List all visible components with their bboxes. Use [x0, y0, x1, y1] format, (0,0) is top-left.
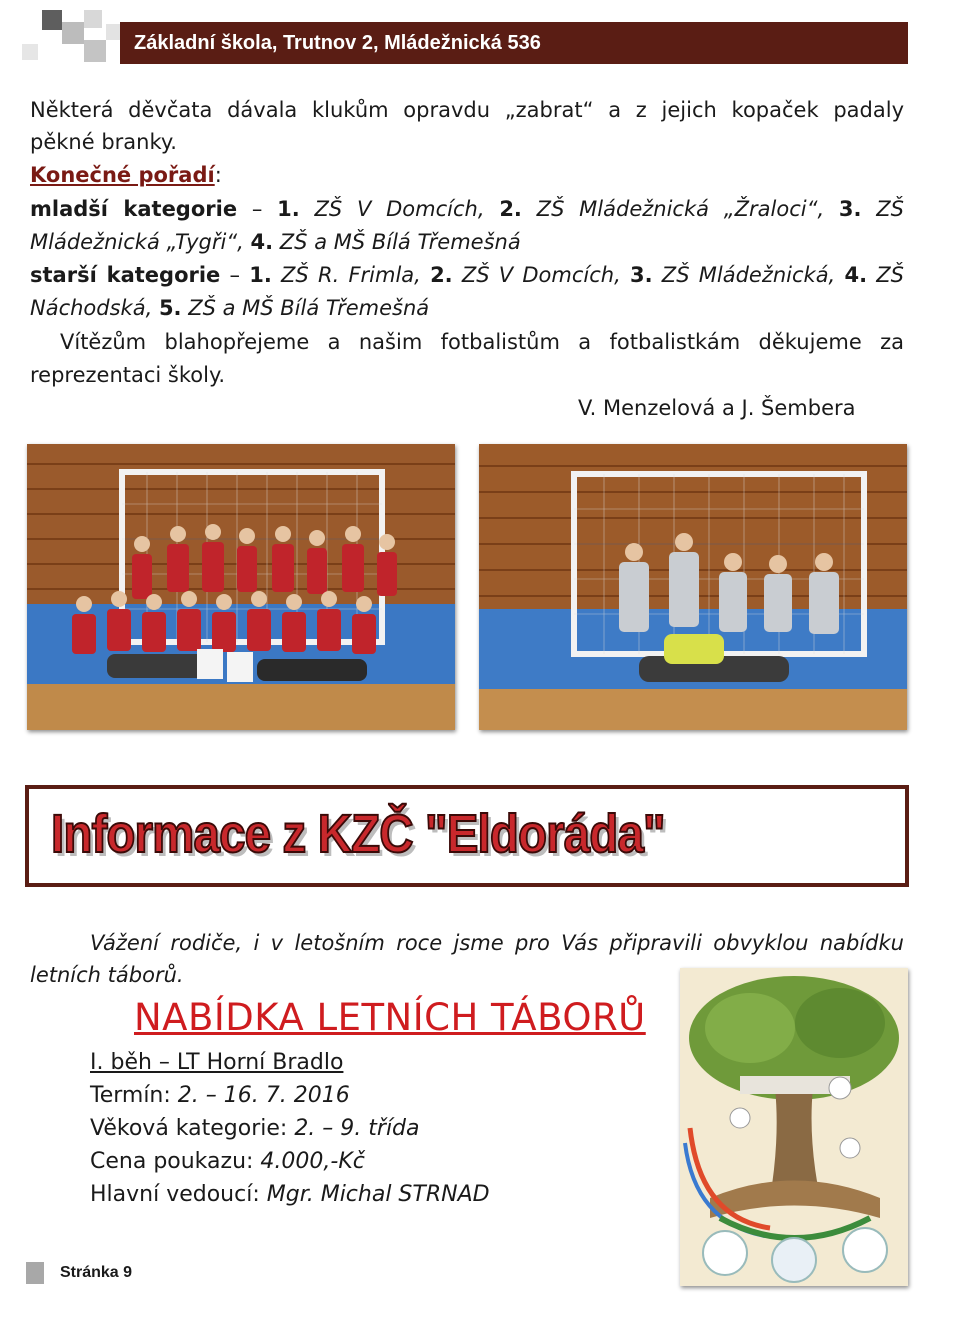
team-photo-younger	[27, 444, 455, 730]
junior-results-line-2: Mládežnická „Tygři“, 4. ZŠ a MŠ Bílá Třemešná	[30, 230, 521, 254]
camp-term: Termín: 2. – 16. 7. 2016	[90, 1083, 350, 1108]
footer-square	[26, 1262, 44, 1284]
camp-leader: Hlavní vedoucí: Mgr. Michal STRNAD	[90, 1182, 490, 1207]
camp-price: Cena poukazu: 4.000,-Kč	[90, 1149, 365, 1174]
school-name: Základní škola, Trutnov 2, Mládežnická 536	[134, 32, 541, 54]
camp-run: I. běh – LT Horní Bradlo	[90, 1050, 344, 1075]
page-number: Stránka 9	[60, 1264, 133, 1281]
senior-results-line-1: starší kategorie – 1. ZŠ R. Frimla, 2. ZŠ V Domcích, 3. ZŠ Mládežnická, 4. ZŠ	[30, 263, 904, 287]
results-heading: Konečné pořadí	[30, 163, 215, 187]
intro-line-2: pěkné branky.	[30, 130, 177, 154]
yggdrasil-illustration	[680, 968, 908, 1286]
intro-line-1: Některá děvčata dávala klukům opravdu „zabrat“ a z jejich kopaček padaly	[30, 98, 904, 122]
header-bar	[120, 22, 908, 64]
offer-title: NABÍDKA LETNÍCH TÁBORŮ	[134, 996, 646, 1039]
camps-intro-line-1: Vážení rodiče, i v letošním roce jsme pro Vás připravili obvyklou nabídku	[90, 931, 904, 955]
signature: V. Menzelová a J. Šembera	[578, 396, 856, 420]
header-decoration	[22, 10, 122, 65]
senior-results-line-2: Náchodská, 5. ZŠ a MŠ Bílá Třemešná	[30, 296, 430, 320]
kzc-banner	[25, 785, 909, 887]
thanks-line-1: Vítězům blahopřejeme a našim fotbalistům a fotbalistkám děkujeme za	[60, 330, 904, 354]
banner-title: Informace z KZČ "Eldoráda"	[51, 804, 665, 864]
results-heading-line: Konečné pořadí:	[30, 163, 222, 187]
team-photo-older	[479, 444, 907, 730]
camp-age: Věková kategorie: 2. – 9. třída	[90, 1116, 420, 1141]
camps-intro-line-2: letních táborů.	[30, 963, 184, 987]
thanks-line-2: reprezentaci školy.	[30, 363, 226, 387]
junior-results-line-1: mladší kategorie – 1. ZŠ V Domcích, 2. ZŠ Mládežnická „Žraloci“, 3. ZŠ	[30, 197, 905, 221]
